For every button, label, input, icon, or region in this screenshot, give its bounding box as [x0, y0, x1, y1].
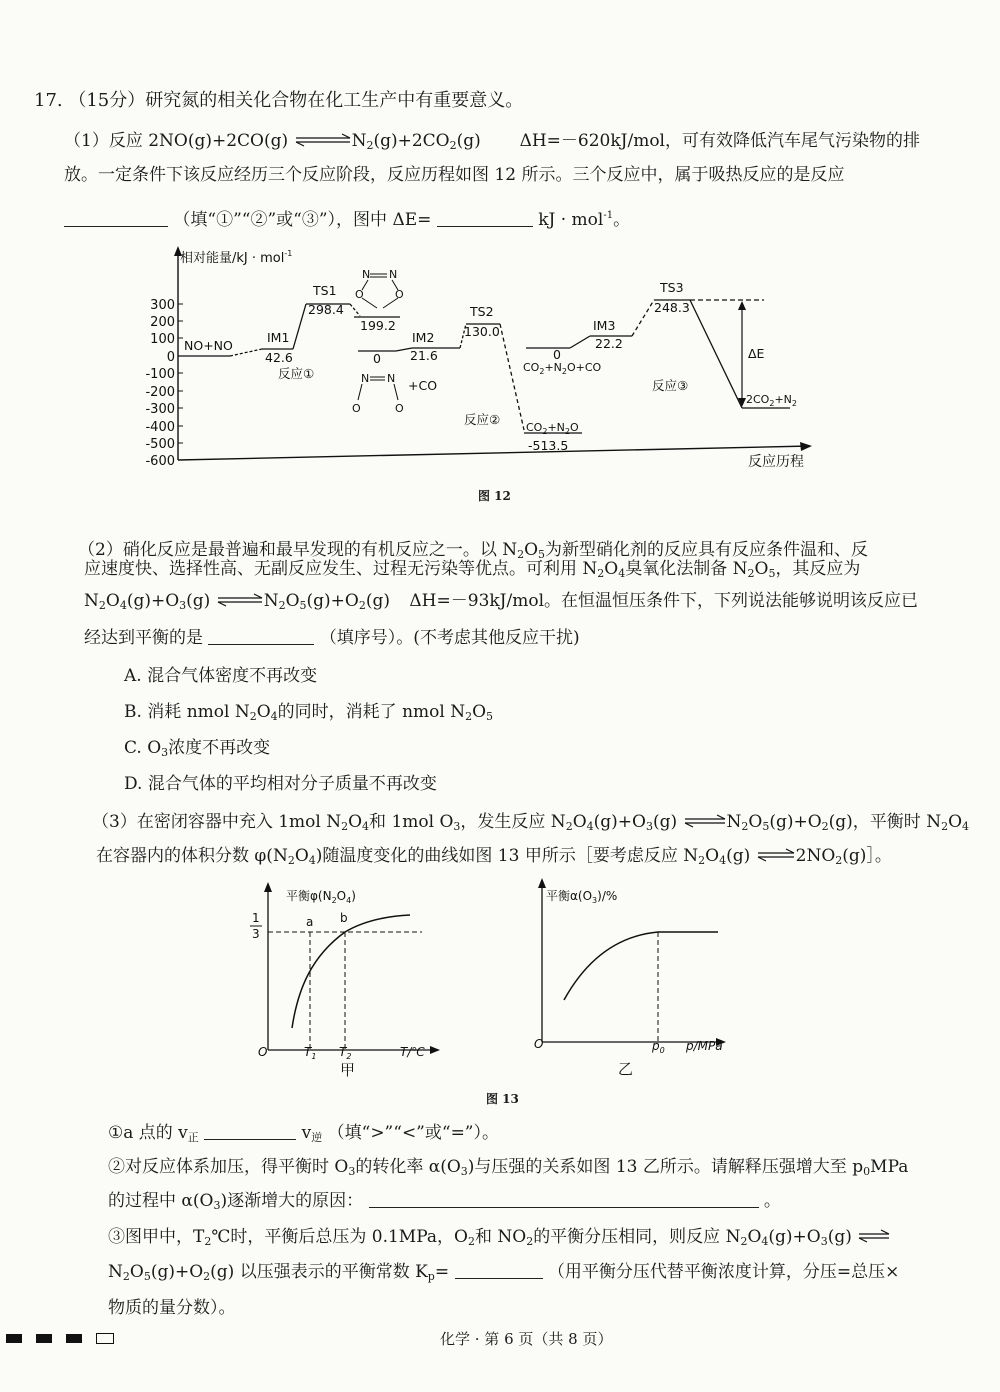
svg-text:1: 1	[252, 911, 260, 925]
answer-blank-reason[interactable]	[369, 1189, 759, 1208]
alpha-curve	[564, 932, 718, 1000]
label-im2: IM2	[412, 330, 435, 345]
label-plus-co: +CO	[408, 378, 438, 393]
svg-text:p/MPa: p/MPa	[686, 1039, 723, 1053]
label-delta-e: ΔE	[748, 346, 765, 361]
figure-12-caption: 图 12	[478, 489, 511, 503]
part1-line2: 放。一定条件下该反应经历三个反应阶段，反应历程如图 12 所示。三个反应中，属于吸热反应的是反应	[64, 165, 845, 185]
ytick: -600	[145, 454, 175, 469]
label-im3-value: 22.2	[595, 336, 623, 351]
label-reaction-1: 反应①	[278, 366, 315, 381]
answer-blank-equilibrium[interactable]	[208, 626, 314, 645]
part1-line3: （填“①”“②”或“③”），图中 ΔE= kJ · mol$^{-1}$。	[64, 204, 630, 232]
label-im1: IM1	[267, 330, 290, 345]
label-ts1-value: 298.4	[308, 302, 344, 317]
footer-mark	[36, 1334, 52, 1343]
option-c: C. $O_3$浓度不再改变	[124, 738, 271, 759]
equilibrium-arrow	[294, 130, 352, 154]
subq-3-line3: 物质的量分数）。	[108, 1298, 236, 1318]
svg-text:N: N	[361, 372, 370, 385]
svg-text:甲: 甲	[340, 1061, 356, 1078]
label-ts2: TS2	[470, 304, 494, 319]
part2-line3: $N_2O_4(g)+O_3(g)$ $N_2O_5(g)+O_2(g)$ ΔH=－93kJ/mol。在恒温恒压条件下，下列说法能够说明该反应已	[84, 591, 919, 612]
label-product-3: $CO_2+N_2O+CO$	[523, 361, 602, 376]
label-ts3: TS3	[660, 280, 684, 295]
label-zero-3: 0	[553, 347, 561, 362]
x-axis	[178, 446, 810, 460]
svg-text:O: O	[395, 288, 404, 301]
footer-mark	[6, 1334, 22, 1343]
label-ring-value: 199.2	[360, 318, 396, 333]
figure-13-right-chart	[530, 878, 750, 1078]
svg-text:N: N	[387, 372, 396, 385]
ytick: -300	[145, 402, 175, 417]
label-start: NO+NO	[184, 338, 233, 353]
svg-text:O: O	[534, 1037, 544, 1051]
label-ts3-value: 248.3	[654, 300, 690, 315]
svg-text:O: O	[395, 402, 404, 415]
subq-2-line2: 的过程中 $\alpha(O_3)$逐渐增大的原因： 。	[108, 1191, 781, 1212]
ytick: 100	[150, 332, 175, 347]
label-im1-value: 42.6	[265, 350, 293, 365]
answer-blank-delta-e[interactable]	[437, 208, 533, 227]
ytick: -200	[145, 385, 175, 400]
subq-1: ①a 点的 $v_正$ $v_逆$ （填“>”“<”或“=”）。	[108, 1123, 500, 1144]
part2-line2: 应速度快、选择性高、无副反应发生、过程无污染等优点。可利用 $N_2O_4$臭氧化法制备 $N_2O_5$，其反应为	[84, 559, 861, 580]
question-title: 17. （15分）研究氮的相关化合物在化工生产中有重要意义。	[34, 90, 524, 111]
equilibrium-arrow	[857, 1226, 891, 1250]
label-ts1: TS1	[313, 283, 337, 298]
svg-text:乙: 乙	[618, 1060, 634, 1078]
label-product-2-value: -513.5	[528, 438, 569, 453]
svg-text:T/℃: T/℃	[400, 1045, 425, 1059]
y-axis-label: 相对能量/kJ · mol$^{-1}$	[180, 249, 293, 266]
footer-mark-outline	[96, 1333, 114, 1344]
part3-line1: （3）在密闭容器中充入 1mol $N_2O_4$和 1mol $O_3$，发生反应 $N_2O_4(g)+O_3(g)$ $N_2O_5(g)+O_2(g)$，平衡时 $N_2O_4$	[92, 812, 970, 833]
figure-13-left-chart	[240, 878, 450, 1078]
label-ts2-value: 130.0	[464, 324, 500, 339]
ytick: 200	[150, 315, 175, 330]
option-d: D. 混合气体的平均相对分子质量不再改变	[124, 774, 437, 794]
subq-3-line2: $N_2O_5(g)+O_2(g)$ 以压强表示的平衡常数 $K_p=$ （用平衡分压代替平衡浓度计算，分压=总压×	[108, 1262, 900, 1283]
svg-text:a: a	[306, 915, 314, 929]
ytick: 300	[150, 298, 175, 313]
x-axis-label: 反应历程	[748, 454, 804, 470]
label-im3: IM3	[593, 318, 616, 333]
label-reaction-2: 反应②	[464, 412, 501, 427]
svg-text:p0: $p_0$	[652, 1039, 665, 1055]
figure-12-energy-diagram	[130, 240, 830, 480]
part2-line4: 经达到平衡的是 （填序号）。(不考虑其他反应干扰)	[84, 628, 580, 648]
svg-text:b: b	[340, 911, 348, 925]
svg-text:O: O	[352, 402, 361, 415]
svg-text:O: O	[355, 288, 364, 301]
part1-line1: （1）反应 2NO(g)+2CO(g) $N_2(g)+2CO_2(g)$ ΔH=－620kJ/mol，可有效降低汽车尾气污染物的排	[64, 131, 920, 152]
ytick: -400	[145, 420, 175, 435]
label-im2-value: 21.6	[410, 348, 438, 363]
answer-blank-kp[interactable]	[455, 1260, 543, 1279]
part3-line2: 在容器内的体积分数 $\varphi(N_2O_4)$随温度变化的曲线如图 13 甲所示［要考虑反应 $N_2O_4(g)$ $2NO_2(g)]$。	[96, 846, 892, 867]
answer-blank-reaction[interactable]	[64, 208, 168, 227]
svg-text:平衡φ(N2O4): 平衡$\varphi(N_2O_4)$	[286, 889, 356, 905]
subq-2-line1: ②对反应体系加压，得平衡时 $O_3$的转化率 $\alpha(O_3)$与压强的关系如图 13 乙所示。请解释压强增大至 $p_0MPa$	[108, 1157, 909, 1178]
svg-text:N: N	[362, 268, 371, 281]
equilibrium-arrow	[756, 845, 796, 869]
ytick: -100	[145, 367, 175, 382]
svg-text:N: N	[389, 268, 398, 281]
label-zero: 0	[373, 351, 381, 366]
svg-text:平衡α(O3)/%: 平衡$\alpha(O_3)/\%$	[546, 889, 618, 905]
figure-13-caption: 图 13	[486, 1092, 519, 1106]
page-footer: 化学 · 第 6 页（共 8 页）	[440, 1330, 613, 1348]
ytick: 0	[166, 350, 175, 365]
equilibrium-arrow	[216, 590, 264, 614]
ytick: -500	[145, 437, 175, 452]
option-a: A. 混合气体密度不再改变	[124, 666, 318, 686]
answer-blank-compare[interactable]	[204, 1121, 296, 1140]
equilibrium-arrow	[683, 811, 727, 835]
svg-text:T1: $T_1$	[304, 1045, 317, 1061]
option-b: B. 消耗 nmol $N_2O_4$的同时，消耗了 nmol $N_2O_5$	[124, 702, 494, 723]
svg-text:T2: $T_2$	[339, 1045, 352, 1061]
svg-text:O: O	[258, 1045, 268, 1059]
x-axis-arrow	[800, 442, 812, 451]
label-reaction-3: 反应③	[652, 378, 689, 393]
footer-mark	[66, 1334, 82, 1343]
label-end: $2CO_2+N_2$	[746, 393, 797, 408]
part2-line1: （2）硝化反应是最普遍和最早发现的有机反应之一。以 $N_2O_5$为新型硝化剂的反应具有反应条件温和、反	[78, 540, 869, 561]
label-product-2: $CO_2+N_2O$	[526, 421, 579, 436]
svg-text:3: 3	[252, 927, 260, 941]
subq-3-line1: ③图甲中，$T_2℃$时，平衡后总压为 0.1MPa，$O_2$和 $NO_2$的平衡分压相同，则反应 $N_2O_4(g)+O_3(g)$	[108, 1225, 891, 1254]
